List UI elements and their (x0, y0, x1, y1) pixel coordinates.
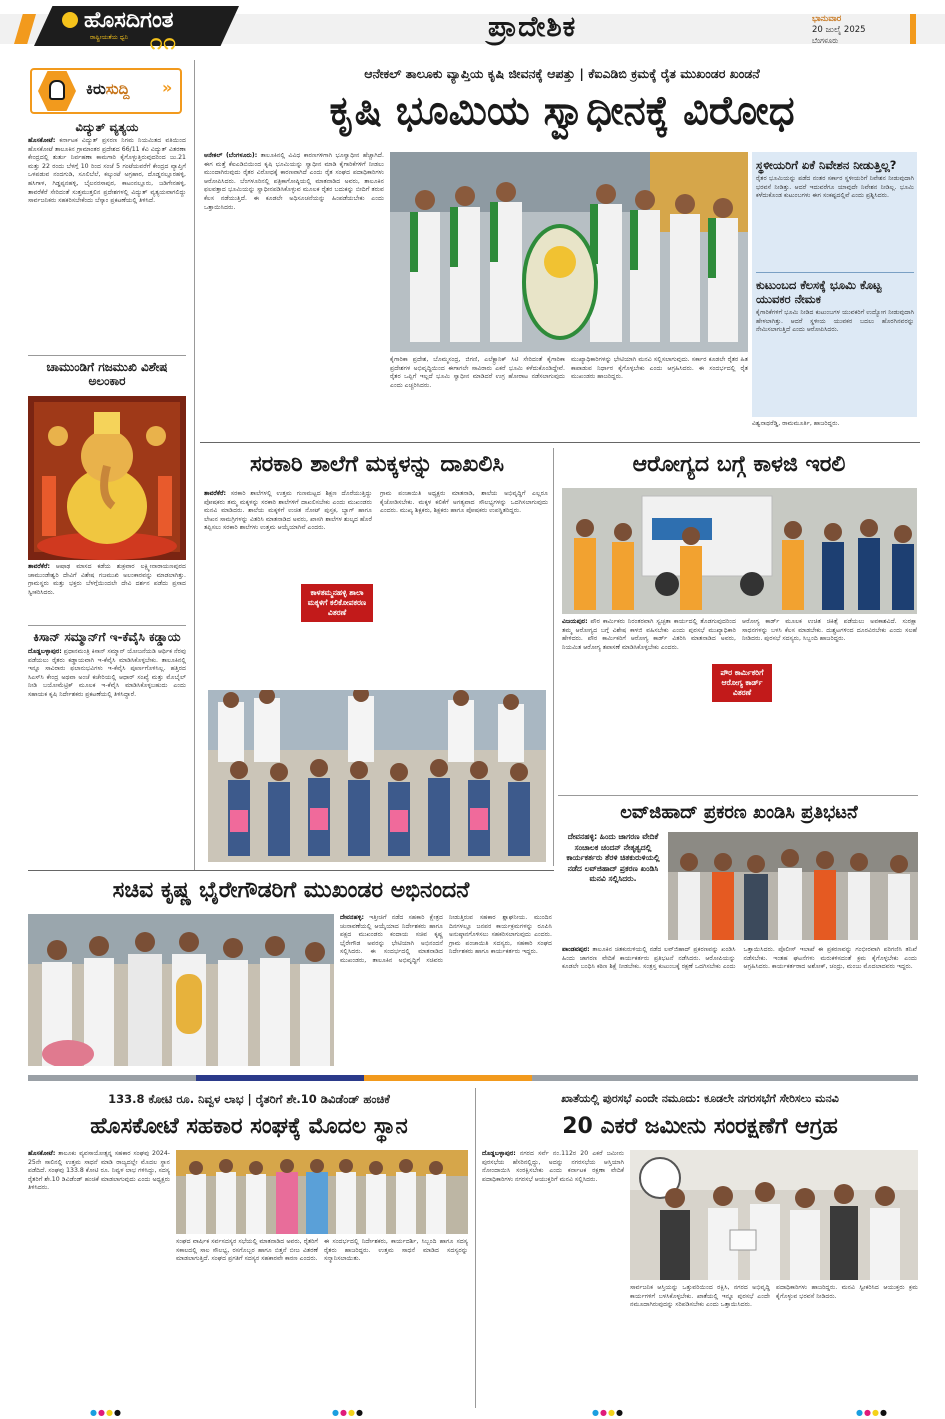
kirusuddi-label-b: ಸುದ್ದಿ (105, 80, 130, 98)
minister-lead: ದೇವನಹಳ್ಳಿ: (340, 914, 364, 921)
story-text: ಕರ್ನಾಟಕ ವಿದ್ಯುತ್ ಪ್ರಸರಣ ನಿಗಮ ನಿಯಮಿತದ ವತಿಯಿಂದ ಹೊಸಕೋಟೆ ತಾಲೂಕಿನ ಗ್ರಾಮಾಂತರ ಪ್ರದೇಶದ 66/11 ಕೆವಿ ವಿದ್ಯುತ್ ವಿತರಣಾ ಕೇಂದ್ರದಲ್ಲಿ ತುರ್ತು ನಿರ್ವಹಣಾ ಕಾಮಗಾರಿ ಕೈಗೊಳ್ಳುತ್ತಿರುವುದರಿಂದ ಜು.21 ಮತ್ತು 22 ರಂದು ಬೆಳಗ್ಗೆ 10 ರಿಂದ ಸಂಜೆ 5 ಗಂಟೆಯವರೆಗೆ ಕೇಂದ್ರದ ವ್ಯಾಪ್ತಿಗೆ ಒಳಪಡುವ ನಂದಗುಡಿ, ಸೂಲಿಬೆಲೆ, ಕಲ್ಕುಂಟೆ ಅಗ್ರಹಾರ, ದೊಡ್ಡನಲ್ಲೂರಹಳ್ಳಿ, ಹಸಿಗಾಳ, ಗಿಡ್ಡಪ್ಪನಹಳ್ಳಿ, ಬೈಲನರಸಾಪುರ, ಕಾಟಂನಲ್ಲೂರು, ಜಡಿಗೇನಹಳ್ಳಿ, ತಾವರೆಕೆರೆ ಸೇರಿದಂತೆ ಸುತ್ತಮುತ್ತಲಿನ ಪ್ರದೇಶಗಳಲ್ಲಿ ವಿದ್ಯುತ್ ವ್ಯತ್ಯಯವಾಗಲಿದ್ದು ಸಾರ್ವಜನಿಕರು ಸಹಕರಿಸಬೇಕೆಂದು ಬೆಸ್ಕಾಂ ಪ್ರಕಟಣೆಯಲ್ಲಿ ತಿಳಿಸಿದೆ. (28, 137, 186, 205)
school-text: ಸರಕಾರಿ ಶಾಲೆಗಳಲ್ಲಿ ಉತ್ತಮ ಗುಣಮಟ್ಟದ ಶಿಕ್ಷಣ ದೊರೆಯುತ್ತಿದ್ದು ಪೋಷಕರು ತಮ್ಮ ಮಕ್ಕಳನ್ನು ಸರಕಾರಿ ಶಾಲೆಗಳಿಗೆ ದಾಖಲಿಸಬೇಕು ಎಂದು ಮುಖಂಡರು ಮನವಿ ಮಾಡಿದರು. ಶಾಲೆಯ ಮಕ್ಕಳಿಗೆ ಉಚಿತ ನೋಟ್ ಪುಸ್ತಕ, ಬ್ಯಾಗ್ ಹಾಗೂ ಲೇಖನ ಸಾಮಗ್ರಿಗಳನ್ನು ವಿತರಿಸಿ ಮಾತನಾಡಿದ ಅವರು, ಖಾಸಗಿ ಶಾಲೆಗಳ ಶುಲ್ಕದ ಹೊರೆ ತಪ್ಪಿಸಲು ಸರಕಾರಿ ಶಾಲೆಗಳು ಉತ್ತಮ ಆಯ್ಕೆಯಾಗಿವೆ ಎಂದರು. (204, 490, 372, 532)
story-kisan (28, 630, 186, 818)
story-body (28, 648, 186, 818)
main-text-col2: ಕೈಗಾರಿಕಾ ಪ್ರದೇಶ, ಬೊಮ್ಮಸಂದ್ರ, ಜಿಗಣಿ, ಎಲೆಕ್ಟ್ರಾನಿಕ್ ಸಿಟಿ ಸೇರಿದಂತೆ ಕೈಗಾರಿಕಾ ಪ್ರದೇಶಗಳ ಅಭಿವೃದ್ಧಿಯಿಂದ ಈಗಾಗಲೇ ಸಾವಿರಾರು ಎಕರೆ ಭೂಮಿ ಕಳೆದುಕೊಂಡಿದ್ದೇವೆ. ರೈತರ ಒಪ್ಪಿಗೆ ಇಲ್ಲದೆ ಭೂಮಿ ಸ್ವಾಧೀನ ಮಾಡಿದರೆ ಉಗ್ರ ಹೋರಾಟ ನಡೆಸಲಾಗುವುದು ಎಂದು ಎಚ್ಚರಿಸಿದರು. (390, 356, 565, 389)
rule-bar-blue (196, 1075, 364, 1081)
main-kicker: ಆನೇಕಲ್ ತಾಲೂಕು ವ್ಯಾಪ್ತಿಯ ಕೃಷಿ ಜೀವನಕ್ಕೆ ಆಪತ್ತು | ಕೆಐಎಡಿಬಿ ಕ್ರಮಕ್ಕೆ ರೈತ ಮುಖಂಡರ ಖಂಡನೆ (364, 66, 760, 81)
ganesha-illustration (28, 396, 186, 560)
land-kicker: ಖಾತೆಯಲ್ಲಿ ಪುರಸಭೆ ಎಂದೇ ನಮೂದು: ಕೂಡಲೇ ನಗರಸಭೆಗೆ ಸೇರಿಸಲು ಮನವಿ (561, 1092, 839, 1105)
coop-photo (176, 1150, 468, 1234)
kirusuddi-label (86, 80, 130, 98)
health-photo (562, 488, 917, 614)
lovejihad-illustration (668, 832, 918, 940)
divider (28, 870, 554, 871)
coop-text: ತಾಲೂಕು ವ್ಯವಸಾಯೋತ್ಪನ್ನ ಸಹಕಾರ ಸಂಘವು 2024-25ನೇ ಸಾಲಿನಲ್ಲಿ ಉತ್ತಮ ಸಾಧನೆ ಮಾಡಿ ರಾಜ್ಯದಲ್ಲೇ ಮೊದಲ ಸ್ಥಾನ ಪಡೆದಿದೆ. ಸಂಘವು 133.8 ಕೋಟಿ ರೂ. ನಿವ್ವಳ ಲಾಭ ಗಳಿಸಿದ್ದು, ಸದಸ್ಯ ರೈತರಿಗೆ ಶೇ.10 ಡಿವಿಡೆಂಡ್ ಹಂಚಿಕೆ ಮಾಡಲಾಗುವುದು ಎಂದು ಅಧ್ಯಕ್ಷರು ತಿಳಿಸಿದರು. (28, 1150, 170, 1192)
story-title: ಚಾಮುಂಡಿಗೆ ಗಜಮುಖಿ ವಿಶೇಷ ಅಲಂಕಾರ (46, 360, 168, 388)
main-text: ತಾಲೂಕಿನಲ್ಲಿ ವಿವಿಧ ಕಾರಣಗಳಿಗಾಗಿ ಭೂಸ್ವಾಧೀನ ಹೆಚ್ಚಾಗಿದೆ. ಈಗ ಮತ್ತೆ ಕೆಐಎಡಿಬಿಯಿಂದ ಕೃಷಿ ಭೂಮಿಯನ್ನು ಸ್ವಾಧೀನ ಮಾಡಿ ಕೈಗಾರಿಕೆಗಳಿಗೆ ನೀಡಲು ಮುಂದಾಗಿರುವುದು ರೈತರ ವಿರೋಧಕ್ಕೆ ಕಾರಣವಾಗಿದೆ ಎಂದು ರೈತ ಸಂಘದ ಪದಾಧಿಕಾರಿಗಳು ಆರೋಪಿಸಿದರು. ಬೆಂಗಳೂರಿನಲ್ಲಿ ಪತ್ರಿಕಾಗೋಷ್ಠಿಯಲ್ಲಿ ಮಾತನಾಡಿದ ಅವರು, ತಾಲೂಕಿನ ಫಲವತ್ತಾದ ಭೂಮಿಯನ್ನು ಸ್ವಾಧೀನಪಡಿಸಿಕೊಳ್ಳುವ ಮೂಲಕ ರೈತರ ಬದುಕನ್ನು ಬೀದಿಗೆ ತರುವ ಕೆಲಸ ನಡೆಯುತ್ತಿದೆ. ಈ ಕೂಡಲೇ ಅಧಿಸೂಚನೆಯನ್ನು ಹಿಂಪಡೆಯಬೇಕು ಎಂದು ಒತ್ತಾಯಿಸಿದರು. (204, 152, 384, 211)
lovejihad-lead: ಪಾಂಡವಪುರ: (562, 946, 590, 953)
health-text-col2: ಆರೋಗ್ಯ ಕಾರ್ಡ್ ಮೂಲಕ ಉಚಿತ ಚಿಕಿತ್ಸೆ ಪಡೆಯಲು ಅವಕಾಶವಿದೆ. ಸುರಕ್ಷಾ ಸಾಧನಗಳನ್ನು ಬಳಸಿ ಕೆಲಸ ಮಾಡಬೇಕು. ದುಶ್ಚಟಗಳಿಂದ ದೂರವಿರಬೇಕು ಎಂದು ಸಲಹೆ ನೀಡಿದರು. ಪುರಸಭೆ ಸದಸ್ಯರು, ಸಿಬ್ಬಂದಿ ಹಾಜರಿದ್ದರು. (742, 618, 917, 643)
health-text: ಪೌರ ಕಾರ್ಮಿಕರು ನಿರಂತರವಾಗಿ ಸ್ವಚ್ಛತಾ ಕಾರ್ಯದಲ್ಲಿ ತೊಡಗುವುದರಿಂದ ತಮ್ಮ ಆರೋಗ್ಯದ ಬಗ್ಗೆ ವಿಶೇಷ ಕಾಳಜಿ ವಹಿಸಬೇಕು ಎಂದು ಪುರಸಭೆ ಮುಖ್ಯಾಧಿಕಾರಿ ಹೇಳಿದರು. ಪೌರ ಕಾರ್ಮಿಕರಿಗೆ ಆರೋಗ್ಯ ಕಾರ್ಡ್ ವಿತರಿಸಿ ಮಾತನಾಡಿದ ಅವರು, ನಿಯಮಿತ ಆರೋಗ್ಯ ತಪಾಸಣೆ ಮಾಡಿಸಿಕೊಳ್ಳಬೇಕು ಎಂದರು. (562, 618, 736, 651)
lovejihad-text (562, 946, 917, 1068)
land-headline: 20 ಎಕರೆ ಜಮೀನು ಸಂರಕ್ಷಣೆಗೆ ಆಗ್ರಹ (562, 1114, 838, 1139)
divider (200, 442, 920, 443)
story-chamundi-body (28, 563, 186, 621)
coop-text-col3: ಈ ಸಂದರ್ಭದಲ್ಲಿ ನಿರ್ದೇಶಕರು, ಕಾರ್ಯದರ್ಶಿ, ಸಿಬ್ಬಂದಿ ಹಾಗೂ ಸದಸ್ಯ ರೈತರು ಹಾಜರಿದ್ದರು. ಉತ್ತಮ ಸಾಧನೆ ಮಾಡಿದ ಸದಸ್ಯರನ್ನು ಸನ್ಮಾನಿಸಲಾಯಿತು. (324, 1238, 468, 1263)
school-illustration (208, 690, 546, 862)
date-date: 20 ಜುಲೈ 2025 (812, 25, 866, 35)
land-text-col2: ಸಾರ್ವಜನಿಕ ಆಸ್ತಿಯನ್ನು ಒತ್ತುವರಿಯಿಂದ ರಕ್ಷಿಸಿ, ನಗರದ ಅಭಿವೃದ್ಧಿ ಕಾರ್ಯಗಳಿಗೆ ಬಳಸಿಕೊಳ್ಳಬೇಕು. ಖಾತೆಯಲ್ಲಿ ಇನ್ನೂ ಪುರಸಭೆ ಎಂದೇ ನಮೂದಾಗಿರುವುದನ್ನು ಸರಿಪಡಿಸಬೇಕು ಎಂದು ಒತ್ತಾಯಿಸಿದರು. (630, 1284, 770, 1309)
date-block (812, 14, 910, 47)
minister-text (340, 914, 552, 1066)
registration-dots: ●●●● (592, 1408, 624, 1417)
date-day: ಭಾನುವಾರ (812, 14, 842, 24)
coop-lead: ಹೊಸಕೋಟೆ: (28, 1150, 56, 1157)
rule-bar-grey (28, 1075, 196, 1081)
coop-text-col1 (28, 1150, 170, 1408)
school-text-col2: ಗ್ರಾಮ ಪಂಚಾಯಿತಿ ಅಧ್ಯಕ್ಷರು ಮಾತನಾಡಿ, ಶಾಲೆಯ ಅಭಿವೃದ್ಧಿಗೆ ಎಲ್ಲರೂ ಕೈಜೋಡಿಸಬೇಕು. ಮಕ್ಕಳ ಕಲಿಕೆಗೆ ಅಗತ್ಯವಾದ ಸೌಲಭ್ಯಗಳನ್ನು ಒದಗಿಸಲಾಗುವುದು ಎಂದರು. ಮುಖ್ಯ ಶಿಕ್ಷಕರು, ಶಿಕ್ಷಕರು ಹಾಗೂ ಪೋಷಕರು ಉಪಸ್ಥಿತರಿದ್ದರು. (380, 490, 548, 515)
school-lead: ತಾವರೆಕೆರೆ: (204, 490, 226, 497)
protest-photo (390, 152, 748, 352)
lovejihad-photo (668, 832, 918, 940)
rule-bar-orange (364, 1075, 532, 1081)
minister-body: ಇತ್ತೀಚಿಗೆ ನಡೆದ ಸಹಕಾರಿ ಕ್ಷೇತ್ರದ ಚುನಾವಣೆಯಲ್ಲಿ ಆಯ್ಕೆಯಾದ ನಿರ್ದೇಶಕರು ಹಾಗೂ ಪಕ್ಷದ ಮುಖಂಡರು ಕಂದಾಯ ಸಚಿವ ಕೃಷ್ಣ ಭೈರೇಗೌಡ ಅವರನ್ನು ಭೇಟಿಯಾಗಿ ಅಭಿನಂದನೆ ಸಲ್ಲಿಸಿದರು. ಈ ಸಂದರ್ಭದಲ್ಲಿ ಮಾತನಾಡಿದ ಮುಖಂಡರು, ತಾಲೂಕಿನ ಅಭಿವೃದ್ಧಿಗೆ ಸಚಿವರು ನೀಡುತ್ತಿರುವ ಸಹಕಾರ ಶ್ಲಾಘನೀಯ. ಮುಂದಿನ ದಿನಗಳಲ್ಲೂ ಜನಪರ ಕಾರ್ಯಕ್ರಮಗಳನ್ನು ರೂಪಿಸಿ ಅನುಷ್ಠಾನಗೊಳಿಸಲು ಸಹಕರಿಸಲಾಗುವುದು ಎಂದರು. ಗ್ರಾಮ ಪಂಚಾಯಿತಿ ಸದಸ್ಯರು, ಸಹಕಾರಿ ಸಂಘದ ನಿರ್ದೇಶಕರು ಹಾಗೂ ಕಾರ್ಯಕರ್ತರು ಇದ್ದರು. (340, 914, 552, 964)
land-illustration (630, 1150, 918, 1280)
story-chamundi (28, 360, 186, 388)
sidebar-title: ಕುಟುಂಬದ ಕೆಲಸಕ್ಕೆ ಭೂಮಿ ಕೊಟ್ಟ ಯುವಕರ ನೇಮಕ (756, 278, 882, 306)
main-headline: ಕೃಷಿ ಭೂಮಿಯ ಸ್ವಾಧೀನಕ್ಕೆ ವಿರೋಧ (329, 88, 795, 134)
land-text: ನಗರದ ಸರ್ವೆ ನಂ.112ರ 20 ಎಕರೆ ಜಮೀನು ಪುರಸಭೆಯ ಹೆಸರಿನಲ್ಲಿದ್ದು, ಅದನ್ನು ನಗರಸಭೆಯ ಆಸ್ತಿಯಾಗಿ ನೋಂದಾಯಿಸಿ ಸಂರಕ್ಷಿಸಬೇಕು ಎಂದು ಕರ್ನಾಟಕ ರಕ್ಷಣಾ ವೇದಿಕೆ ಪದಾಧಿಕಾರಿಗಳು ನಗರಸಭೆ ಆಯುಕ್ತರಿಗೆ ಮನವಿ ಸಲ್ಲಿಸಿದರು. (482, 1150, 624, 1183)
health-text-col1 (562, 618, 736, 790)
registration-dots: ●●●● (90, 1408, 122, 1417)
column-rule (475, 1088, 476, 1408)
header-orange-bar (910, 14, 916, 44)
divider (756, 272, 914, 273)
story-text: ಆಷಾಢ ಮಾಸದ ಕಡೆಯ ಶುಕ್ರವಾರ ಲಕ್ಷ್ಮೀನಾರಾಯಣಪುರದ ಚಾಮುಂಡೇಶ್ವರಿ ದೇವಿಗೆ ವಿಶೇಷ ಗಜಮುಖಿ ಅಲಂಕಾರವನ್ನು ಮಾಡಲಾಗಿತ್ತು. ಗ್ರಾಮಸ್ಥರು ಮತ್ತು ಭಕ್ತರು ಬೆಳಗ್ಗೆಯಿಂದಲೇ ದೇವಿ ದರ್ಶನ ಪಡೆದು ಪ್ರಸಾದ ಸ್ವೀಕರಿಸಿದರು. (28, 563, 186, 596)
sidebar-story-1 (756, 158, 914, 253)
brand-name: ಹೊಸದಿಗಂತ (84, 8, 174, 33)
sidebar-story-2 (756, 278, 914, 389)
health-callout: ಪೌರ ಕಾರ್ಮಿಕರಿಗೆ ಆರೋಗ್ಯ ಕಾರ್ಡ್ ವಿತರಣೆ (712, 664, 772, 702)
main-lead: ಆನೇಕಲ್ (ಬೆಂಗಳೂರು): (204, 152, 258, 159)
coop-kicker: 133.8 ಕೋಟಿ ರೂ. ನಿವ್ವಳ ಲಾಭ | ರೈತರಿಗೆ ಶೇ.10 ಡಿವಿಡೆಂಡ್ ಹಂಚಿಕೆ (108, 1092, 390, 1106)
sidebar-title: ಸ್ಥಳೀಯರಿಗೆ ಏಕೆ ನಿವೇಶನ ನೀಡುತ್ತಿಲ್ಲ? (756, 158, 897, 172)
land-text-col3: ಪದಾಧಿಕಾರಿಗಳು ಹಾಜರಿದ್ದರು. ಮನವಿ ಸ್ವೀಕರಿಸಿದ ಆಯುಕ್ತರು ಕ್ರಮ ಕೈಗೊಳ್ಳುವ ಭರವಸೆ ನೀಡಿದರು. (776, 1284, 918, 1300)
main-text-col3: ಮುಖ್ಯಾಧಿಕಾರಿಗಳನ್ನು ಭೇಟಿಯಾಗಿ ಮನವಿ ಸಲ್ಲಿಸಲಾಗುವುದು. ಸರ್ಕಾರ ಕೂಡಲೇ ರೈತರ ಹಿತ ಕಾಪಾಡುವ ನಿರ್ಧಾರ ಕೈಗೊಳ್ಳಬೇಕು ಎಂದು ಆಗ್ರಹಿಸಿದರು. ಈ ಸಂದರ್ಭದಲ್ಲಿ ರೈತ ಮುಖಂಡರು ಹಾಜರಿದ್ದರು. (571, 356, 748, 381)
coop-text-col2: ಸಂಘದ ವಾರ್ಷಿಕ ಸರ್ವಸದಸ್ಯರ ಸಭೆಯಲ್ಲಿ ಮಾತನಾಡಿದ ಅವರು, ರೈತರಿಗೆ ಸಕಾಲದಲ್ಲಿ ಸಾಲ ಸೌಲಭ್ಯ, ರಸಗೊಬ್ಬರ ಹಾಗೂ ಬಿತ್ತನೆ ಬೀಜ ವಿತರಣೆ ಮಾಡಲಾಗುತ್ತಿದೆ. ಸಂಘದ ಪ್ರಗತಿಗೆ ಸದಸ್ಯರ ಸಹಕಾರವೇ ಕಾರಣ ಎಂದರು. (176, 1238, 318, 1263)
protest-illustration (390, 152, 748, 352)
sidebar-text: ಕೈಗಾರಿಕೆಗಳಿಗೆ ಭೂಮಿ ನೀಡಿದ ಕುಟುಂಬಗಳ ಯುವಕರಿಗೆ ಉದ್ಯೋಗ ನೀಡುವುದಾಗಿ ಹೇಳಲಾಗಿತ್ತು. ಆದರೆ ಸ್ಥಳೀಯ ಯುವಕರ ಬದಲು ಹೊರಗಿನವರನ್ನು ನೇಮಿಸಲಾಗುತ್ತಿದೆ ಎಂದು ಆರೋಪಿಸಿದರು. (756, 309, 914, 334)
lovejihad-body: ತಾಲೂಕಿನ ಚಿತಕುರುಳಿಯಲ್ಲಿ ನಡೆದ ಲವ್‌ಜಿಹಾದ್ ಪ್ರಕರಣವನ್ನು ಖಂಡಿಸಿ ಹಿಂದು ಜಾಗರಣ ವೇದಿಕೆ ಕಾರ್ಯಕರ್ತರು ಪ್ರತಿಭಟನೆ ನಡೆಸಿದರು. ಆರೋಪಿಯನ್ನು ಕೂಡಲೇ ಬಂಧಿಸಿ ಕಠಿಣ ಶಿಕ್ಷೆ ನೀಡಬೇಕು. ಸಂತ್ರಸ್ತ ಕುಟುಂಬಕ್ಕೆ ರಕ್ಷಣೆ ಒದಗಿಸಬೇಕು ಎಂದು ಒತ್ತಾಯಿಸಿದರು. ಪೊಲೀಸ್ ಇಲಾಖೆ ಈ ಪ್ರಕರಣವನ್ನು ಗಂಭೀರವಾಗಿ ಪರಿಗಣಿಸಿ ತನಿಖೆ ನಡೆಸಬೇಕು. ಇಂತಹ ಘಟನೆಗಳು ಮರುಕಳಿಸದಂತೆ ಕ್ರಮ ಕೈಗೊಳ್ಳಬೇಕು ಎಂದು ಆಗ್ರಹಿಸಿದರು. ಕಾರ್ಯಕರ್ತರಾದ ಅಶೋಕ್, ಚಂದ್ರು, ಮಂಜು ಮೊದಲಾದವರು ಇದ್ದರು. (562, 946, 917, 971)
main-text-col4: ವಿಶ್ವನಾಥರೆಡ್ಡಿ, ರಾಮಮೂರ್ತಿ, ಹಾಜರಿದ್ದರು. (752, 420, 840, 427)
main-text-col1 (204, 152, 384, 437)
story-body (28, 137, 186, 365)
sidebar-text: ರೈತರ ಭೂಮಿಯನ್ನು ಪಡೆದ ನಂತರ ಸರ್ಕಾರ ಸ್ಥಳೀಯರಿಗೆ ನಿವೇಶನ ನೀಡುವುದಾಗಿ ಭರವಸೆ ನೀಡಿತ್ತು. ಆದರೆ ಇದುವರೆಗೂ ಯಾವುದೇ ನಿವೇಶನ ನೀಡಿಲ್ಲ. ಭೂಮಿ ಕಳೆದುಕೊಂಡ ಕುಟುಂಬಗಳು ಈಗ ಸಂಕಷ್ಟದಲ್ಲಿವೆ ಎಂದು ಪ್ರಶ್ನಿಸಿದರು. (756, 175, 914, 200)
minister-headline: ಸಚಿವ ಕೃಷ್ಣ ಭೈರೇಗೌಡರಿಗೆ ಮುಖಂಡರ ಅಭಿನಂದನೆ (112, 878, 470, 903)
story-lead: ದೊಡ್ಡಬಳ್ಳಾಪುರ: (28, 648, 62, 655)
health-headline: ಆರೋಗ್ಯದ ಬಗ್ಗೆ ಕಾಳಜಿ ಇರಲಿ (632, 452, 846, 477)
health-lead: ವಿಜಯಪುರ: (562, 618, 588, 625)
registration-dots: ●●●● (856, 1408, 888, 1417)
land-photo (630, 1150, 918, 1280)
divider (28, 355, 186, 356)
page-number: ೧೧ (150, 30, 177, 55)
school-callout: ಕಾಳತಮ್ಮನಹಳ್ಳಿ ಶಾಲಾ ಮಕ್ಕಳಿಗೆ ಕಲಿಕೋಪಕರಣ ವಿತರಣೆ (301, 584, 373, 622)
minister-illustration (28, 914, 334, 1066)
column-rule (553, 448, 554, 866)
chevron-right-icon: » (162, 78, 173, 97)
rule-bar-grey (532, 1075, 918, 1081)
brand-tagline: ರಾಷ್ಟ್ರೀಯತೆಯ ಧ್ವನಿ (90, 34, 128, 41)
minister-photo (28, 914, 334, 1066)
section-title: ಪ್ರಾದೇಶಿಕ (488, 10, 577, 43)
land-lead: ದೊಡ್ಡಬಳ್ಳಾಪುರ: (482, 1150, 516, 1157)
divider (28, 625, 186, 626)
story-text: ಪ್ರಧಾನಮಂತ್ರಿ ಕಿಸಾನ್ ಸಮ್ಮಾನ್ ಯೋಜನೆಯಡಿ ಆರ್ಥಿಕ ನೆರವು ಪಡೆಯಲು ರೈತರು ಕಡ್ಡಾಯವಾಗಿ ಇ-ಕೆವೈಸಿ ಮಾಡಿಸಿಕೊಳ್ಳಬೇಕು. ತಾಲೂಕಿನಲ್ಲಿ ಇನ್ನೂ ಸಾವಿರಾರು ಫಲಾನುಭವಿಗಳು ಇ-ಕೆವೈಸಿ ಪೂರ್ಣಗೊಳಿಸಿಲ್ಲ. ಹತ್ತಿರದ ಸಿಎಸ್‌ಸಿ ಕೇಂದ್ರ ಅಥವಾ ಅಂಚೆ ಕಚೇರಿಯಲ್ಲಿ ಆಧಾರ್ ಸಂಖ್ಯೆ ಮತ್ತು ಮೊಬೈಲ್ ನೀಡಿ ಬಯೋಮೆಟ್ರಿಕ್ ಮೂಲಕ ಇ-ಕೆವೈಸಿ ಮಾಡಿಸಿಕೊಳ್ಳಬಹುದು ಎಂದು ಸಹಾಯಕ ಕೃಷಿ ನಿರ್ದೇಶಕರು ಪ್ರಕಟಣೆಯಲ್ಲಿ ತಿಳಿಸಿದ್ದಾರೆ. (28, 648, 186, 698)
story-title: ಕಿಸಾನ್ ಸಮ್ಮಾನ್‌ಗೆ ಇ-ಕೆವೈಸಿ ಕಡ್ಡಾಯ (33, 630, 181, 644)
ganesha-photo (28, 396, 186, 560)
story-power-cut (28, 120, 186, 365)
story-title: ವಿದ್ಯುತ್ ವ್ಯತ್ಯಯ (75, 120, 139, 134)
coop-illustration (176, 1150, 468, 1234)
health-illustration (562, 488, 917, 614)
school-headline: ಸರಕಾರಿ ಶಾಲೆಗೆ ಮಕ್ಕಳನ್ನು ದಾಖಲಿಸಿ (249, 452, 505, 477)
kirusuddi-label-a: ಕಿರು (86, 80, 106, 98)
logo-sun-icon (62, 12, 78, 28)
lovejihad-headline: ಲವ್‌ಜಿಹಾದ್ ಪ್ರಕರಣ ಖಂಡಿಸಿ ಪ್ರತಿಭಟನೆ (620, 802, 858, 823)
column-rule (194, 60, 195, 870)
date-city: ಬೆಂಗಳೂರು (812, 37, 839, 45)
registration-dots: ●●●● (332, 1408, 364, 1417)
story-lead: ತಾವರೆಕೆರೆ: (28, 563, 50, 570)
hand-icon (49, 80, 65, 100)
story-lead: ಹೊಸಕೋಟೆ: (28, 137, 56, 144)
coop-headline: ಹೊಸಕೋಟೆ ಸಹಕಾರ ಸಂಘಕ್ಕೆ ಮೊದಲ ಸ್ಥಾನ (90, 1114, 408, 1139)
land-text-col1 (482, 1150, 624, 1408)
school-photo (208, 690, 546, 862)
divider (558, 795, 918, 796)
lovejihad-caption: ದೇವನಹಳ್ಳಿ: ಹಿಂದು ಜಾಗರಣ ವೇದಿಕೆ ಸಂಚಾಲಕ ಚಂದನ್ ನೇತೃತ್ವದಲ್ಲಿ ಕಾರ್ಯಕರ್ತರು ತೆರಳಿ ಚಿತಕುರುಳಿಯಲ್ಲಿ ನಡೆದ ಲವ್‌ಜಿಹಾದ್ ಪ್ರಕರಣ ಖಂಡಿಸಿ ಮನವಿ ಸಲ್ಲಿಸಿದರು. (566, 832, 660, 883)
